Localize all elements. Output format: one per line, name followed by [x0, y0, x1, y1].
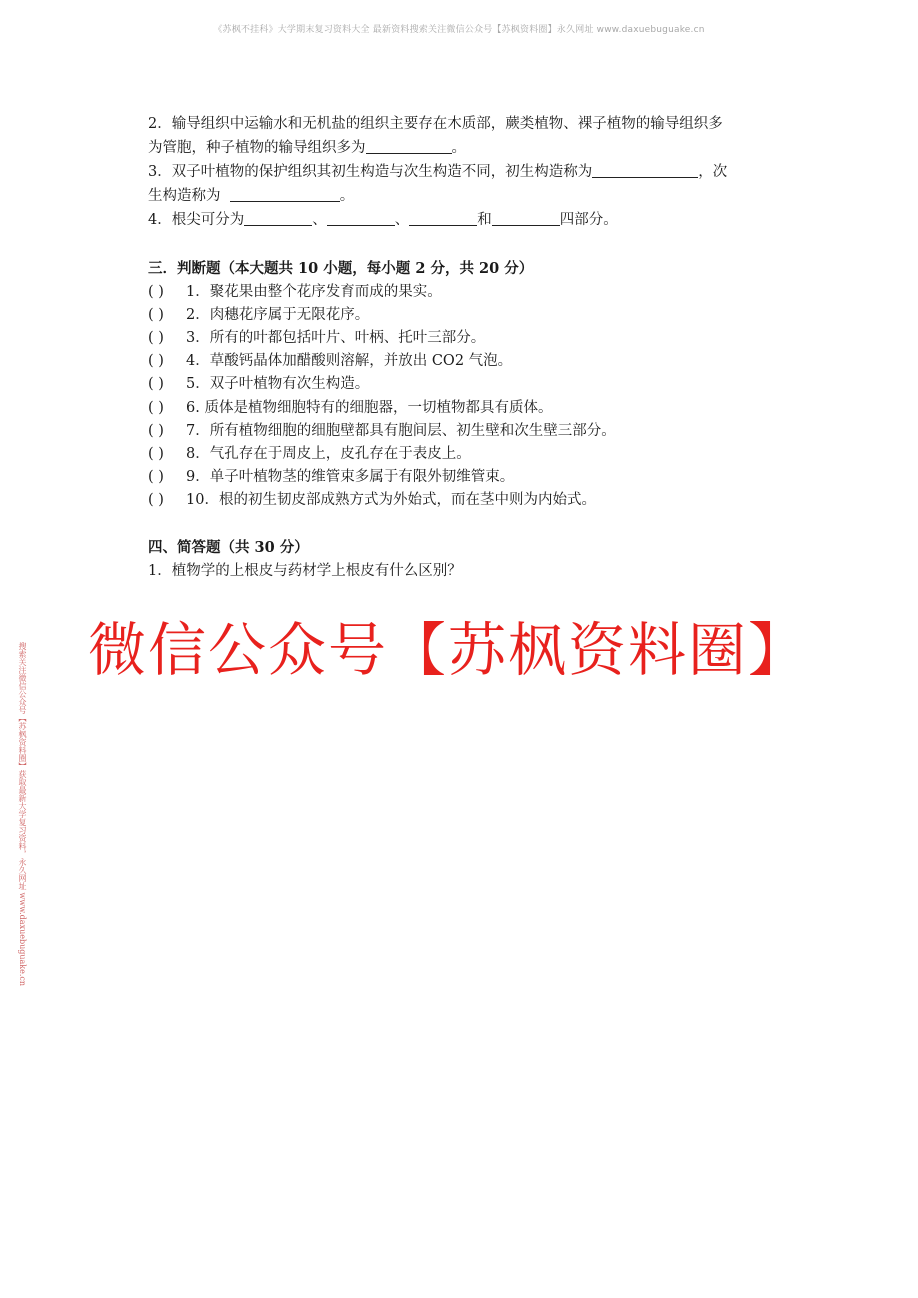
- answer-parenthesis[interactable]: ( ): [148, 446, 164, 462]
- item-text: 9．单子叶植物茎的维管束多属于有限外韧维管束。: [186, 469, 515, 485]
- item-text: 6. 质体是植物细胞特有的细胞器，一切植物都具有质体。: [186, 400, 553, 416]
- q4-sep: 、: [312, 212, 327, 228]
- answer-blank[interactable]: [592, 163, 698, 178]
- judgement-item: [148, 442, 471, 463]
- answer-blank[interactable]: [366, 139, 452, 154]
- item-text: 4．草酸钙晶体加醋酸则溶解，并放出 CO2 气泡。: [186, 353, 513, 369]
- q3-end: 。: [339, 188, 355, 204]
- q2-text: 为管胞，种子植物的输导组织多为: [148, 140, 366, 156]
- answer-blank[interactable]: [492, 211, 560, 226]
- answer-parenthesis[interactable]: ( ): [148, 284, 164, 300]
- answer-parenthesis[interactable]: ( ): [148, 307, 164, 323]
- answer-blank[interactable]: [327, 211, 395, 226]
- q4-end: 四部分。: [559, 212, 618, 228]
- item-text: 10．根的初生韧皮部成熟方式为外始式，而在茎中则为内始式。: [186, 492, 596, 508]
- side-note: 搜索关注微信公众号【苏枫资料圈】获取最新大学复习资料，永久网址 www.daxuebuguake.cn: [18, 642, 27, 987]
- short-answer-question: 1．植物学的上根皮与药材学上根皮有什么区别？: [148, 563, 462, 579]
- short-answer-heading: 四、简答题（共 30 分）: [148, 539, 309, 556]
- judgement-heading: 三．判断题（本大题共 10 小题，每小题 2 分，共 20 分）: [148, 260, 534, 277]
- q3-line1: [148, 160, 727, 181]
- q2-end: 。: [451, 140, 466, 156]
- answer-blank[interactable]: [409, 211, 477, 226]
- judgement-item: [148, 303, 369, 324]
- q4-line: [148, 208, 618, 229]
- q3-text: 3．双子叶植物的保护组织其初生构造与次生构造不同，初生构造称为: [148, 164, 593, 180]
- answer-parenthesis[interactable]: ( ): [148, 423, 164, 439]
- q2-line2: [148, 136, 466, 157]
- item-text: 7．所有植物细胞的细胞壁都具有胞间层、初生壁和次生壁三部分。: [186, 423, 616, 439]
- judgement-item: [148, 419, 616, 440]
- answer-parenthesis[interactable]: ( ): [148, 330, 164, 346]
- q2-line1: 2．输导组织中运输水和无机盐的组织主要存在木质部，蕨类植物、裸子植物的输导组织多: [148, 116, 723, 132]
- watermark-text: 微信公众号【苏枫资料圈】: [88, 616, 809, 684]
- judgement-item: [148, 372, 369, 393]
- answer-parenthesis[interactable]: ( ): [148, 492, 164, 508]
- judgement-item: [148, 349, 512, 370]
- answer-parenthesis[interactable]: ( ): [148, 376, 164, 392]
- q3-text-end: ，次: [698, 164, 728, 180]
- judgement-item: [148, 465, 514, 486]
- item-text: 8．气孔存在于周皮上，皮孔存在于表皮上。: [186, 446, 471, 462]
- judgement-item: [148, 396, 552, 417]
- q3-line2: [148, 184, 354, 205]
- judgement-item: [148, 280, 442, 301]
- q4-sep: 、: [394, 212, 410, 228]
- item-text: 3．所有的叶都包括叶片、叶柄、托叶三部分。: [186, 330, 486, 346]
- answer-parenthesis[interactable]: ( ): [148, 469, 164, 485]
- answer-parenthesis[interactable]: ( ): [148, 353, 164, 369]
- judgement-item: [148, 488, 596, 509]
- item-text: 1．聚花果由整个花序发育而成的果实。: [186, 284, 442, 300]
- q3-text2: 生构造称为: [148, 188, 221, 204]
- answer-blank[interactable]: [230, 187, 340, 202]
- item-text: 2．肉穗花序属于无限花序。: [186, 307, 370, 323]
- answer-blank[interactable]: [244, 211, 312, 226]
- item-text: 5．双子叶植物有次生构造。: [186, 376, 370, 392]
- q4-text: 4．根尖可分为: [148, 212, 245, 228]
- answer-parenthesis[interactable]: ( ): [148, 400, 164, 416]
- q4-and: 和: [477, 212, 492, 228]
- judgement-item: [148, 326, 485, 347]
- page-header: 《苏枫不挂科》大学期末复习资料大全 最新资料搜索关注微信公众号【苏枫资料圈】永久网址 www.daxuebuguake.cn: [213, 25, 705, 35]
